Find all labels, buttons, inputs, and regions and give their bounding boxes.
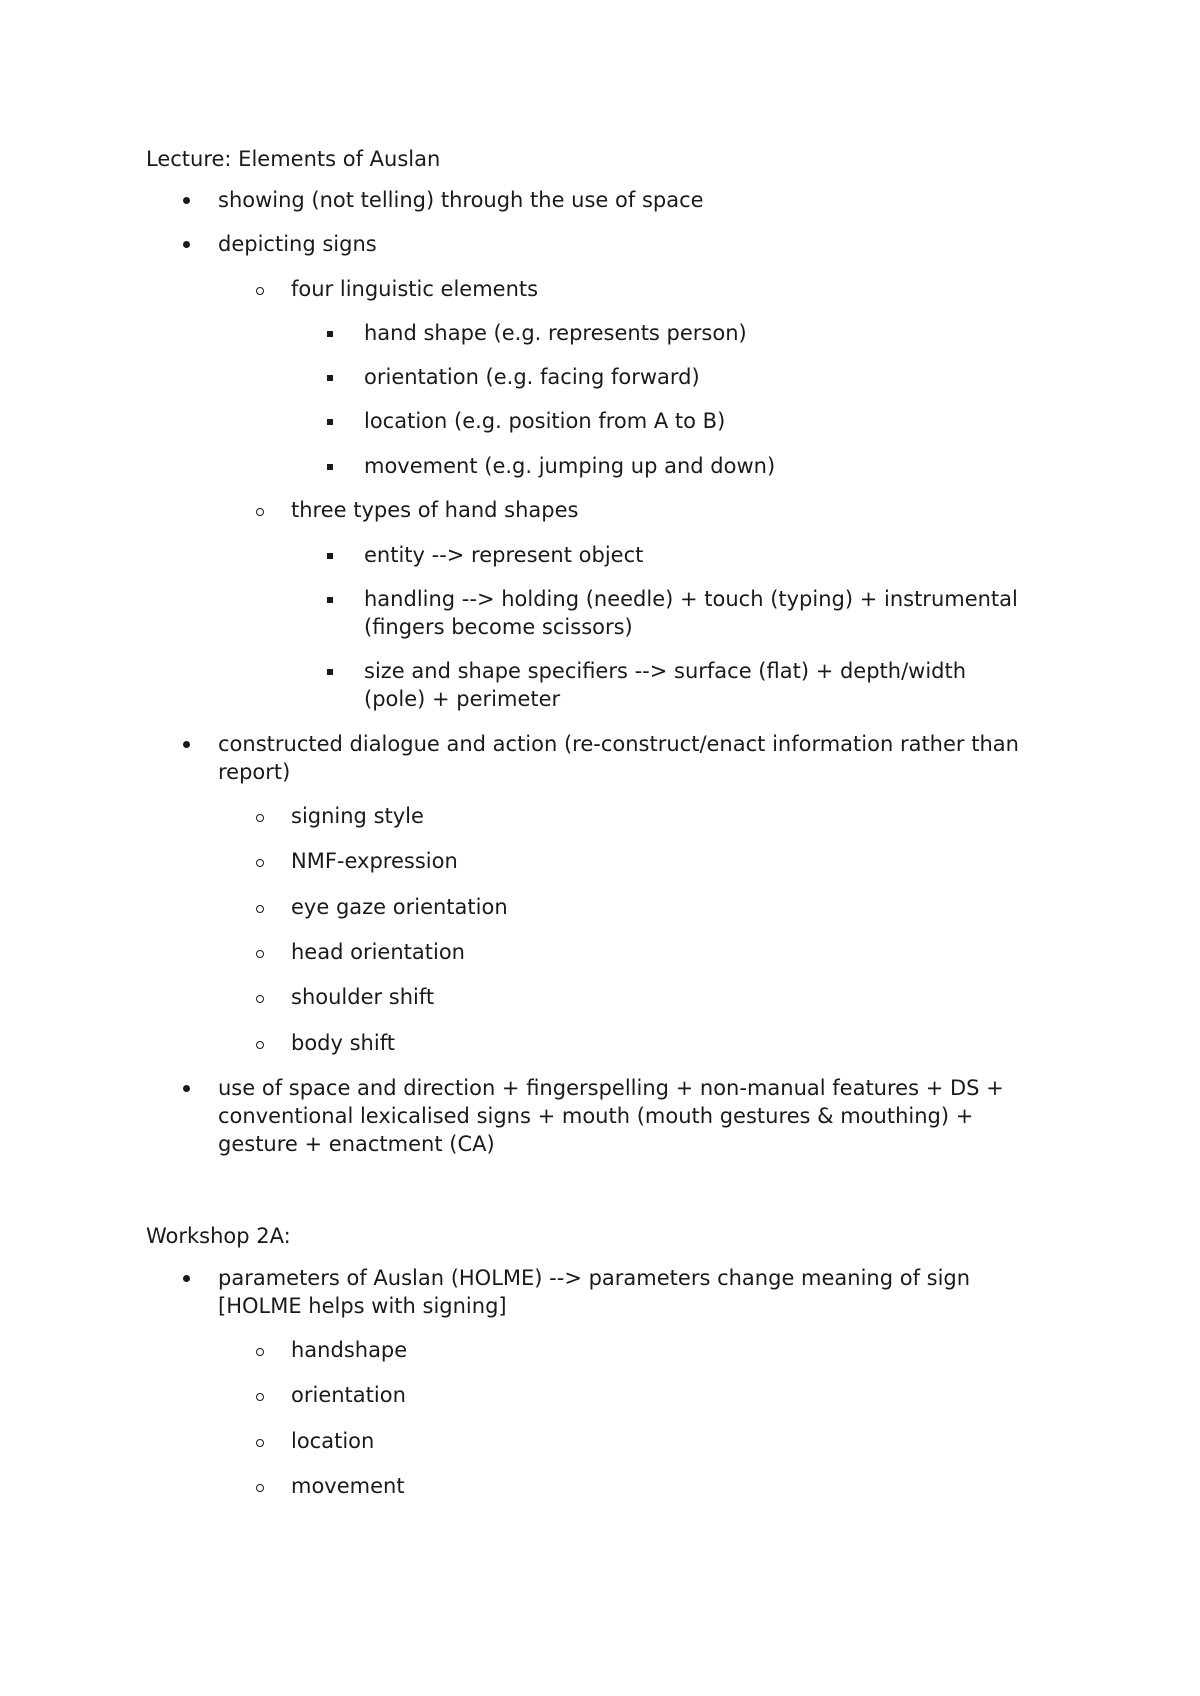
bullet-disc-icon (183, 741, 190, 748)
list-item (218, 730, 1038, 786)
list-item (364, 363, 1064, 391)
bullet-square-icon (327, 553, 333, 559)
list-item-text: three types of hand shapes (291, 498, 579, 522)
bullet-circle-icon (256, 1439, 264, 1447)
bullet-circle-icon (256, 508, 264, 516)
list-item (291, 1472, 1051, 1500)
list-item (291, 1029, 1051, 1057)
list-item-text: location (291, 1429, 375, 1453)
list-item-text: head orientation (291, 940, 465, 964)
bullet-square-icon (327, 331, 333, 337)
bullet-circle-icon (256, 1393, 264, 1401)
bullet-disc-icon (183, 1085, 190, 1092)
bullet-circle-icon (256, 1484, 264, 1492)
bullet-disc-icon (183, 241, 190, 248)
list-item (291, 983, 1051, 1011)
list-item-text: shoulder shift (291, 985, 435, 1009)
bullet-circle-icon (256, 859, 264, 867)
list-item (291, 1427, 1051, 1455)
section-heading-lecture: Lecture: Elements of Auslan (146, 147, 441, 171)
list-item (291, 496, 1051, 524)
list-item-text: showing (not telling) through the use of space (218, 188, 704, 212)
list-item (218, 186, 1038, 214)
bullet-square-icon (327, 419, 333, 425)
bullet-disc-icon (183, 1275, 190, 1282)
list-item (218, 230, 1038, 258)
bullet-square-icon (327, 669, 333, 675)
bullet-square-icon (327, 597, 333, 603)
list-item-text: constructed dialogue and action (re-construct/enact information rather than report) (218, 732, 1019, 784)
list-item (218, 1074, 1058, 1158)
list-item (291, 1336, 1051, 1364)
list-item-text: parameters of Auslan (HOLME) --> parameters change meaning of sign [HOLME helps with signing] (218, 1266, 971, 1318)
bullet-circle-icon (256, 995, 264, 1003)
list-item (291, 1381, 1051, 1409)
bullet-circle-icon (256, 814, 264, 822)
bullet-square-icon (327, 464, 333, 470)
bullet-circle-icon (256, 950, 264, 958)
list-item-text: eye gaze orientation (291, 895, 508, 919)
list-item (364, 585, 1074, 641)
section-heading-workshop: Workshop 2A: (146, 1224, 291, 1248)
list-item-text: location (e.g. position from A to B) (364, 409, 726, 433)
bullet-square-icon (327, 375, 333, 381)
bullet-disc-icon (183, 197, 190, 204)
list-item-text: size and shape specifiers --> surface (flat) + depth/width (pole) + perimeter (364, 659, 967, 711)
list-item-text: entity --> represent object (364, 543, 644, 567)
bullet-circle-icon (256, 1041, 264, 1049)
list-item-text: orientation (e.g. facing forward) (364, 365, 700, 389)
list-item-text: signing style (291, 804, 424, 828)
bullet-circle-icon (256, 287, 264, 295)
list-item-text: NMF-expression (291, 849, 458, 873)
list-item (364, 657, 1024, 713)
list-item-text: use of space and direction + fingerspelling + non-manual features + DS + conventional lexicalised signs + mouth (mouth gestures & mouthing) + gesture + enactment (CA) (218, 1076, 1004, 1156)
list-item (364, 407, 1064, 435)
bullet-circle-icon (256, 905, 264, 913)
list-item-text: hand shape (e.g. represents person) (364, 321, 747, 345)
list-item (291, 802, 1051, 830)
bullet-circle-icon (256, 1348, 264, 1356)
list-item-text: orientation (291, 1383, 406, 1407)
list-item (291, 938, 1051, 966)
list-item-text: handshape (291, 1338, 408, 1362)
list-item-text: movement (e.g. jumping up and down) (364, 454, 776, 478)
list-item-text: depicting signs (218, 232, 377, 256)
list-item (364, 452, 1064, 480)
list-item (218, 1264, 1038, 1320)
list-item (364, 541, 1064, 569)
list-item-text: body shift (291, 1031, 395, 1055)
list-item (291, 847, 1051, 875)
list-item (364, 319, 1064, 347)
list-item-text: handling --> holding (needle) + touch (typing) + instrumental (fingers become scissors) (364, 587, 1018, 639)
list-item-text: four linguistic elements (291, 277, 539, 301)
list-item (291, 275, 1051, 303)
list-item-text: movement (291, 1474, 405, 1498)
list-item (291, 893, 1051, 921)
